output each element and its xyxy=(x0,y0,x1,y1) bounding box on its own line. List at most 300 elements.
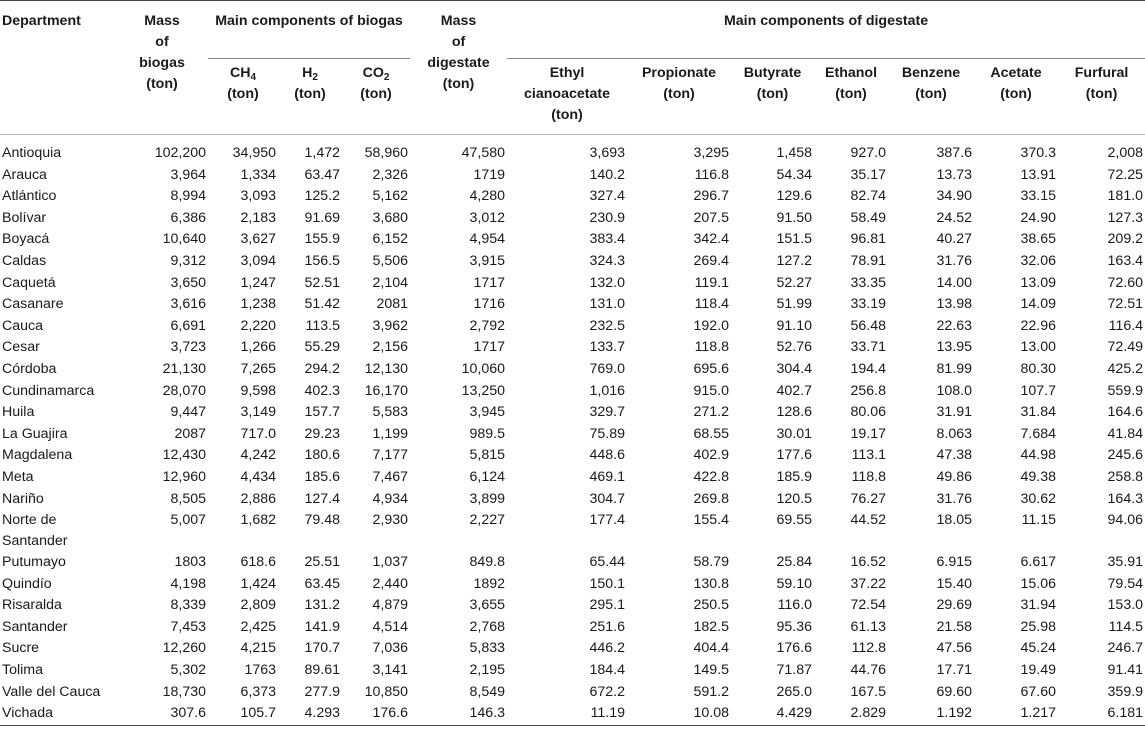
cell-furfural: 6.181 xyxy=(1107,705,1144,722)
cell-propionate: 130.8 xyxy=(693,575,730,592)
cell-h2: 51.42 xyxy=(304,296,340,313)
cell-mass-digestate: 146.3 xyxy=(469,705,506,722)
cell-ethanol: 56.48 xyxy=(850,317,887,334)
cell-co2: 10,850 xyxy=(364,683,409,700)
cell-h2: 157.7 xyxy=(304,404,340,421)
cell-acetate: 31.94 xyxy=(1020,597,1057,614)
cell-h2: 52.51 xyxy=(304,274,340,291)
cell-furfural: 72.60 xyxy=(1107,274,1144,291)
cell-ethanol: 44.76 xyxy=(850,662,887,679)
table-row xyxy=(0,229,1145,251)
cell-h2: 155.9 xyxy=(304,231,340,248)
cell-mass-biogas: 6,691 xyxy=(170,317,206,334)
cell-acetate: 19.49 xyxy=(1020,662,1057,679)
cell-ethyl-cianoacetate: 1,016 xyxy=(589,382,626,399)
cell-ethanol: 96.81 xyxy=(850,231,887,248)
cell-mass-digestate: 1716 xyxy=(473,296,506,313)
cell-ethyl-cianoacetate: 295.1 xyxy=(589,597,626,614)
cell-mass-digestate: 3,655 xyxy=(469,597,506,614)
table-row xyxy=(0,359,1145,381)
cell-mass-digestate: 8,549 xyxy=(469,683,506,700)
cell-co2: 2,156 xyxy=(372,339,409,356)
cell-ethanol: 76.27 xyxy=(850,490,887,507)
cell-mass-biogas: 9,312 xyxy=(170,252,206,269)
cell-furfural: 94.06 xyxy=(1107,512,1144,529)
cell-department: Magdalena xyxy=(2,447,73,464)
header-benzene: Benzene (ton) xyxy=(901,65,961,102)
header-co2: $CO_2$ (ton) xyxy=(360,65,392,102)
cell-furfural: 41.84 xyxy=(1107,425,1144,442)
cell-butyrate: 129.6 xyxy=(776,188,813,205)
cell-acetate: 13.09 xyxy=(1020,274,1057,291)
cell-mass-digestate: 2,768 xyxy=(469,618,506,635)
table-row xyxy=(0,445,1145,467)
cell-benzene: 13.73 xyxy=(936,166,973,183)
cell-propionate: 68.55 xyxy=(693,425,730,442)
cell-ch4: 34,950 xyxy=(232,145,276,161)
cell-acetate: 24.90 xyxy=(1020,209,1057,226)
table-row xyxy=(0,595,1145,617)
cell-propionate: 182.5 xyxy=(693,618,730,635)
cell-furfural: 209.2 xyxy=(1107,231,1144,248)
cell-propionate: 155.4 xyxy=(693,512,730,529)
cell-mass-biogas: 12,260 xyxy=(162,640,206,657)
cell-h2: 25.51 xyxy=(304,554,340,571)
cell-furfural: 163.4 xyxy=(1107,252,1144,269)
cell-h2: 277.9 xyxy=(304,683,340,700)
cell-ethyl-cianoacetate: 131.0 xyxy=(589,296,626,313)
cell-propionate: 250.5 xyxy=(693,597,730,614)
cell-mass-digestate: 5,833 xyxy=(469,640,506,657)
cell-ethyl-cianoacetate: 75.89 xyxy=(589,425,626,442)
cell-benzene: 22.63 xyxy=(936,317,973,334)
cell-department: Tolima xyxy=(2,662,43,679)
cell-ch4: 1,334 xyxy=(240,166,276,183)
cell-ethanol: 112.8 xyxy=(851,640,887,657)
cell-butyrate: 120.5 xyxy=(776,490,813,507)
cell-ch4: 1,247 xyxy=(240,274,276,291)
cell-co2: 3,141 xyxy=(372,662,409,679)
cell-mass-digestate: 4,954 xyxy=(469,231,506,248)
cell-ethanol: 35.17 xyxy=(850,166,887,183)
cell-acetate: 45.24 xyxy=(1020,640,1057,657)
cell-ethyl-cianoacetate: 230.9 xyxy=(589,209,626,226)
cell-butyrate: 54.34 xyxy=(776,166,813,183)
cell-mass-digestate: 2,227 xyxy=(469,512,506,529)
cell-co2: 6,152 xyxy=(372,231,409,248)
cell-ethyl-cianoacetate: 446.2 xyxy=(589,640,626,657)
cell-department: La Guajira xyxy=(2,425,68,442)
cell-ethanol: 33.19 xyxy=(850,296,887,313)
cell-ch4: 3,149 xyxy=(240,404,276,421)
cell-department: Risaralda xyxy=(2,597,62,614)
cell-acetate: 14.09 xyxy=(1020,296,1057,313)
cell-acetate: 49.38 xyxy=(1020,468,1057,485)
cell-butyrate: 30.01 xyxy=(776,425,813,442)
cell-ch4: 4,242 xyxy=(240,447,276,464)
cell-ethyl-cianoacetate: 11.19 xyxy=(590,705,626,722)
cell-ethyl-cianoacetate: 448.6 xyxy=(589,447,626,464)
cell-furfural: 72.25 xyxy=(1107,166,1144,183)
table-row xyxy=(0,402,1145,424)
cell-ch4: 3,093 xyxy=(240,188,276,205)
cell-mass-biogas: 1803 xyxy=(174,554,206,571)
cell-ch4: 1763 xyxy=(244,662,276,679)
table-row xyxy=(0,208,1145,230)
cell-ethyl-cianoacetate: 251.6 xyxy=(589,618,626,635)
cell-ch4: 618.6 xyxy=(240,554,276,571)
cell-department: Caldas xyxy=(2,252,47,269)
cell-benzene: 1.192 xyxy=(936,705,973,722)
cell-mass-biogas: 3,616 xyxy=(170,296,206,313)
cell-co2: 7,467 xyxy=(372,468,409,485)
cell-h2: 127.4 xyxy=(304,490,340,507)
cell-ethanol: 82.74 xyxy=(850,188,887,205)
cell-department: Santander xyxy=(2,618,68,635)
cell-h2: 63.47 xyxy=(304,166,340,183)
header-furfural: Furfural (ton) xyxy=(1074,65,1129,102)
cell-co2: 5,162 xyxy=(372,188,409,205)
cell-department: Huila xyxy=(2,404,35,421)
cell-mass-biogas: 5,007 xyxy=(170,512,206,529)
cell-ch4: 7,265 xyxy=(240,360,276,377)
cell-ethanol: 19.17 xyxy=(850,425,887,442)
header-propionate: Propionate (ton) xyxy=(641,65,717,102)
cell-propionate: 404.4 xyxy=(693,640,730,657)
cell-propionate: 695.6 xyxy=(693,360,730,377)
cell-h2: 180.6 xyxy=(304,447,340,464)
cell-furfural: 246.7 xyxy=(1107,640,1144,657)
cell-butyrate: 128.6 xyxy=(776,404,813,421)
cell-acetate: 1.217 xyxy=(1020,705,1057,722)
cell-furfural: 35.91 xyxy=(1107,554,1144,571)
cell-butyrate: 52.27 xyxy=(776,274,813,291)
cell-ethyl-cianoacetate: 150.1 xyxy=(589,575,626,592)
cell-h2: 29.23 xyxy=(304,425,340,442)
cell-co2: 5,506 xyxy=(372,252,409,269)
cell-propionate: 119.1 xyxy=(694,274,730,291)
cell-mass-digestate: 5,815 xyxy=(469,447,506,464)
cell-co2: 176.6 xyxy=(372,705,409,722)
cell-butyrate: 25.84 xyxy=(776,554,813,571)
header-ethanol: Ethanol (ton) xyxy=(825,65,878,102)
cell-department: Putumayo xyxy=(2,554,66,571)
table-row xyxy=(0,638,1145,660)
cell-co2: 2,326 xyxy=(372,166,409,183)
cell-ethyl-cianoacetate: 140.2 xyxy=(589,166,626,183)
cell-furfural: 425.2 xyxy=(1107,360,1144,377)
table-row xyxy=(0,682,1145,704)
cell-butyrate: 91.10 xyxy=(776,317,813,334)
cell-ethanol: 72.54 xyxy=(850,597,887,614)
cell-department: Cesar xyxy=(2,339,40,356)
header-h2: $H_2$ (ton) xyxy=(294,65,326,102)
cell-acetate: 31.84 xyxy=(1020,404,1057,421)
cell-h2: 170.7 xyxy=(304,640,340,657)
cell-co2: 58,960 xyxy=(364,145,409,161)
cell-propionate: 116.8 xyxy=(694,166,730,183)
cell-butyrate: 1,458 xyxy=(776,145,813,161)
cell-h2: 156.5 xyxy=(304,252,340,269)
cell-acetate: 370.3 xyxy=(1020,145,1057,161)
cell-department: Casanare xyxy=(2,296,64,313)
cell-h2: 89.61 xyxy=(304,662,340,679)
cell-acetate: 80.30 xyxy=(1020,360,1057,377)
cell-mass-biogas: 9,447 xyxy=(170,404,206,421)
cell-butyrate: 185.9 xyxy=(776,468,813,485)
cell-ethyl-cianoacetate: 232.5 xyxy=(589,317,626,334)
cell-co2: 4,934 xyxy=(372,490,409,507)
header-mass-biogas: Mass of biogas (ton) xyxy=(139,13,185,92)
cell-ethyl-cianoacetate: 133.7 xyxy=(589,339,626,356)
cell-propionate: 402.9 xyxy=(693,447,730,464)
cell-butyrate: 402.7 xyxy=(776,382,813,399)
cell-acetate: 44.98 xyxy=(1020,447,1057,464)
table-row xyxy=(0,337,1145,359)
cell-acetate: 7.684 xyxy=(1020,425,1057,442)
cell-butyrate: 4.429 xyxy=(776,705,813,722)
table-row xyxy=(0,617,1145,639)
table-row xyxy=(0,703,1145,725)
table-row xyxy=(0,510,1145,552)
header-acetate: Acetate (ton) xyxy=(990,65,1042,102)
cell-department: Nariño xyxy=(2,490,44,507)
cell-ch4: 9,598 xyxy=(240,382,276,399)
cell-mass-digestate: 1717 xyxy=(473,339,506,356)
cell-ch4: 2,809 xyxy=(240,597,276,614)
cell-butyrate: 52.76 xyxy=(776,339,813,356)
cell-co2: 2,104 xyxy=(372,274,409,291)
cell-propionate: 269.8 xyxy=(693,490,730,507)
cell-mass-biogas: 8,339 xyxy=(170,597,206,614)
cell-propionate: 192.0 xyxy=(693,317,730,334)
cell-ethanol: 78.91 xyxy=(850,252,887,269)
table-row xyxy=(0,552,1145,574)
cell-benzene: 29.69 xyxy=(936,597,973,614)
cell-ethanol: 167.5 xyxy=(850,683,887,700)
cell-benzene: 21.58 xyxy=(936,618,973,635)
cell-department: Caquetá xyxy=(2,274,56,291)
cell-propionate: 269.4 xyxy=(693,252,730,269)
cell-co2: 3,962 xyxy=(372,317,409,334)
cell-mass-biogas: 2087 xyxy=(174,425,206,442)
cell-ethyl-cianoacetate: 132.0 xyxy=(589,274,626,291)
cell-butyrate: 91.50 xyxy=(776,209,813,226)
cell-mass-biogas: 102,200 xyxy=(154,145,206,161)
cell-h2: 1,472 xyxy=(304,145,340,161)
cell-ethyl-cianoacetate: 769.0 xyxy=(589,360,626,377)
cell-mass-digestate: 1719 xyxy=(473,166,506,183)
cell-benzene: 18.05 xyxy=(936,512,973,529)
cell-department: Valle del Cauca xyxy=(2,683,101,700)
cell-furfural: 181.0 xyxy=(1107,188,1144,205)
table-row xyxy=(0,186,1145,208)
cell-propionate: 10.08 xyxy=(693,705,730,722)
cell-department: Quindío xyxy=(2,575,52,592)
table-row xyxy=(0,251,1145,273)
cell-ch4: 1,424 xyxy=(240,575,276,592)
cell-butyrate: 59.10 xyxy=(776,575,813,592)
cell-propionate: 915.0 xyxy=(693,382,730,399)
cell-mass-digestate: 3,899 xyxy=(469,490,506,507)
cell-mass-digestate: 6,124 xyxy=(469,468,506,485)
cell-ethyl-cianoacetate: 383.4 xyxy=(589,231,626,248)
cell-ethyl-cianoacetate: 184.4 xyxy=(589,662,626,679)
cell-h2: 79.48 xyxy=(304,512,340,529)
cell-acetate: 22.96 xyxy=(1020,317,1057,334)
cell-benzene: 31.91 xyxy=(936,404,973,421)
cell-h2: 141.9 xyxy=(304,618,340,635)
cell-co2: 1,199 xyxy=(372,425,409,442)
cell-acetate: 38.65 xyxy=(1020,231,1057,248)
cell-furfural: 2,008 xyxy=(1107,145,1144,161)
cell-ethanol: 44.52 xyxy=(850,512,887,529)
cell-department: Bolívar xyxy=(2,209,47,226)
cell-benzene: 31.76 xyxy=(936,252,973,269)
cell-benzene: 15.40 xyxy=(936,575,973,592)
cell-h2: 294.2 xyxy=(304,360,340,377)
cell-h2: 63.45 xyxy=(304,575,340,592)
cell-mass-biogas: 8,505 xyxy=(170,490,206,507)
cell-co2: 7,036 xyxy=(372,640,409,657)
cell-ch4: 1,238 xyxy=(240,296,276,313)
header-biogas-group: Main components of biogas xyxy=(208,1,410,59)
cell-benzene: 47.38 xyxy=(936,447,973,464)
cell-ch4: 6,373 xyxy=(240,683,276,700)
table-row xyxy=(0,660,1145,682)
cell-furfural: 359.9 xyxy=(1107,683,1144,700)
cell-butyrate: 304.4 xyxy=(776,360,813,377)
cell-ethanol: 33.71 xyxy=(850,339,887,356)
cell-mass-digestate: 3,012 xyxy=(469,209,506,226)
cell-ethyl-cianoacetate: 177.4 xyxy=(589,512,626,529)
cell-department: Antioquia xyxy=(2,145,62,161)
cell-mass-biogas: 21,130 xyxy=(162,360,206,377)
cell-ch4: 1,266 xyxy=(240,339,276,356)
cell-co2: 2081 xyxy=(376,296,409,313)
cell-acetate: 15.06 xyxy=(1020,575,1057,592)
cell-h2: 55.29 xyxy=(304,339,340,356)
cell-furfural: 127.3 xyxy=(1107,209,1144,226)
cell-department: Boyacá xyxy=(2,231,50,248)
cell-department: Cundinamarca xyxy=(2,382,95,399)
table-row xyxy=(0,294,1145,316)
cell-propionate: 149.5 xyxy=(693,662,730,679)
cell-butyrate: 51.99 xyxy=(776,296,813,313)
cell-ch4: 2,220 xyxy=(240,317,276,334)
cell-mass-digestate: 3,915 xyxy=(469,252,506,269)
cell-benzene: 47.56 xyxy=(936,640,973,657)
cell-furfural: 72.51 xyxy=(1107,296,1144,313)
header-ch4: $CH_4$ (ton) xyxy=(227,65,259,102)
cell-acetate: 6.617 xyxy=(1020,554,1057,571)
cell-co2: 4,879 xyxy=(372,597,409,614)
cell-propionate: 118.4 xyxy=(694,296,730,313)
cell-mass-biogas: 18,730 xyxy=(162,683,206,700)
cell-ethyl-cianoacetate: 65.44 xyxy=(589,554,626,571)
cell-ethyl-cianoacetate: 3,693 xyxy=(589,145,626,161)
cell-mass-biogas: 12,430 xyxy=(162,447,206,464)
cell-ethanol: 118.8 xyxy=(851,468,887,485)
cell-benzene: 34.90 xyxy=(936,188,973,205)
table-row xyxy=(0,467,1145,489)
cell-department: Atlántico xyxy=(2,188,57,205)
cell-mass-digestate: 1892 xyxy=(473,575,506,592)
cell-department: Meta xyxy=(2,468,34,485)
cell-furfural: 153.0 xyxy=(1107,597,1144,614)
cell-butyrate: 69.55 xyxy=(776,512,813,529)
cell-benzene: 387.6 xyxy=(936,145,973,161)
cell-benzene: 17.71 xyxy=(936,662,973,679)
cell-ch4: 2,183 xyxy=(240,209,276,226)
cell-acetate: 11.15 xyxy=(1021,512,1057,529)
cell-co2: 16,170 xyxy=(364,382,409,399)
cell-ethanol: 33.35 xyxy=(850,274,887,291)
cell-furfural: 91.41 xyxy=(1107,662,1144,679)
cell-ch4: 1,682 xyxy=(240,512,276,529)
table-row xyxy=(0,165,1145,187)
table-header xyxy=(0,1,1145,135)
cell-mass-digestate: 4,280 xyxy=(469,188,506,205)
cell-department: Vichada xyxy=(2,705,54,722)
cell-furfural: 164.6 xyxy=(1107,404,1144,421)
cell-furfural: 164.3 xyxy=(1107,490,1144,507)
header-mass-digestate: Mass of digestate (ton) xyxy=(427,13,490,92)
cell-co2: 7,177 xyxy=(372,447,409,464)
cell-ch4: 717.0 xyxy=(240,425,276,442)
cell-h2: 91.69 xyxy=(304,209,340,226)
cell-ethanol: 927.0 xyxy=(850,145,887,161)
cell-h2: 4.293 xyxy=(304,705,340,722)
cell-ch4: 3,094 xyxy=(240,252,276,269)
cell-acetate: 32.06 xyxy=(1020,252,1057,269)
header-butyrate: Butyrate (ton) xyxy=(743,65,802,102)
cell-co2: 5,583 xyxy=(372,404,409,421)
cell-ethyl-cianoacetate: 304.7 xyxy=(589,490,626,507)
cell-h2: 402.3 xyxy=(304,382,340,399)
cell-mass-digestate: 10,060 xyxy=(461,360,506,377)
cell-benzene: 13.95 xyxy=(936,339,973,356)
cell-acetate: 13.00 xyxy=(1020,339,1057,356)
cell-butyrate: 116.0 xyxy=(777,597,813,614)
cell-benzene: 24.52 xyxy=(936,209,973,226)
cell-acetate: 107.7 xyxy=(1020,382,1057,399)
cell-ethanol: 80.06 xyxy=(850,404,887,421)
cell-benzene: 81.99 xyxy=(936,360,973,377)
cell-ethanol: 37.22 xyxy=(850,575,887,592)
table-row xyxy=(0,424,1145,446)
cell-mass-biogas: 6,386 xyxy=(170,209,206,226)
cell-mass-digestate: 2,792 xyxy=(469,317,506,334)
cell-ethanol: 58.49 xyxy=(850,209,887,226)
cell-butyrate: 176.6 xyxy=(776,640,813,657)
cell-mass-digestate: 849.8 xyxy=(469,554,506,571)
cell-propionate: 271.2 xyxy=(693,404,730,421)
cell-mass-biogas: 7,453 xyxy=(170,618,206,635)
cell-furfural: 559.9 xyxy=(1107,382,1144,399)
cell-mass-digestate: 1717 xyxy=(473,274,506,291)
cell-acetate: 30.62 xyxy=(1020,490,1057,507)
cell-benzene: 69.60 xyxy=(936,683,973,700)
cell-ethanol: 61.13 xyxy=(850,618,887,635)
cell-propionate: 118.8 xyxy=(694,339,730,356)
cell-benzene: 40.27 xyxy=(936,231,973,248)
cell-butyrate: 177.6 xyxy=(776,447,813,464)
cell-benzene: 6.915 xyxy=(936,554,973,571)
cell-mass-biogas: 8,994 xyxy=(170,188,206,205)
cell-furfural: 72.49 xyxy=(1107,339,1144,356)
header-department: Department xyxy=(2,13,81,29)
